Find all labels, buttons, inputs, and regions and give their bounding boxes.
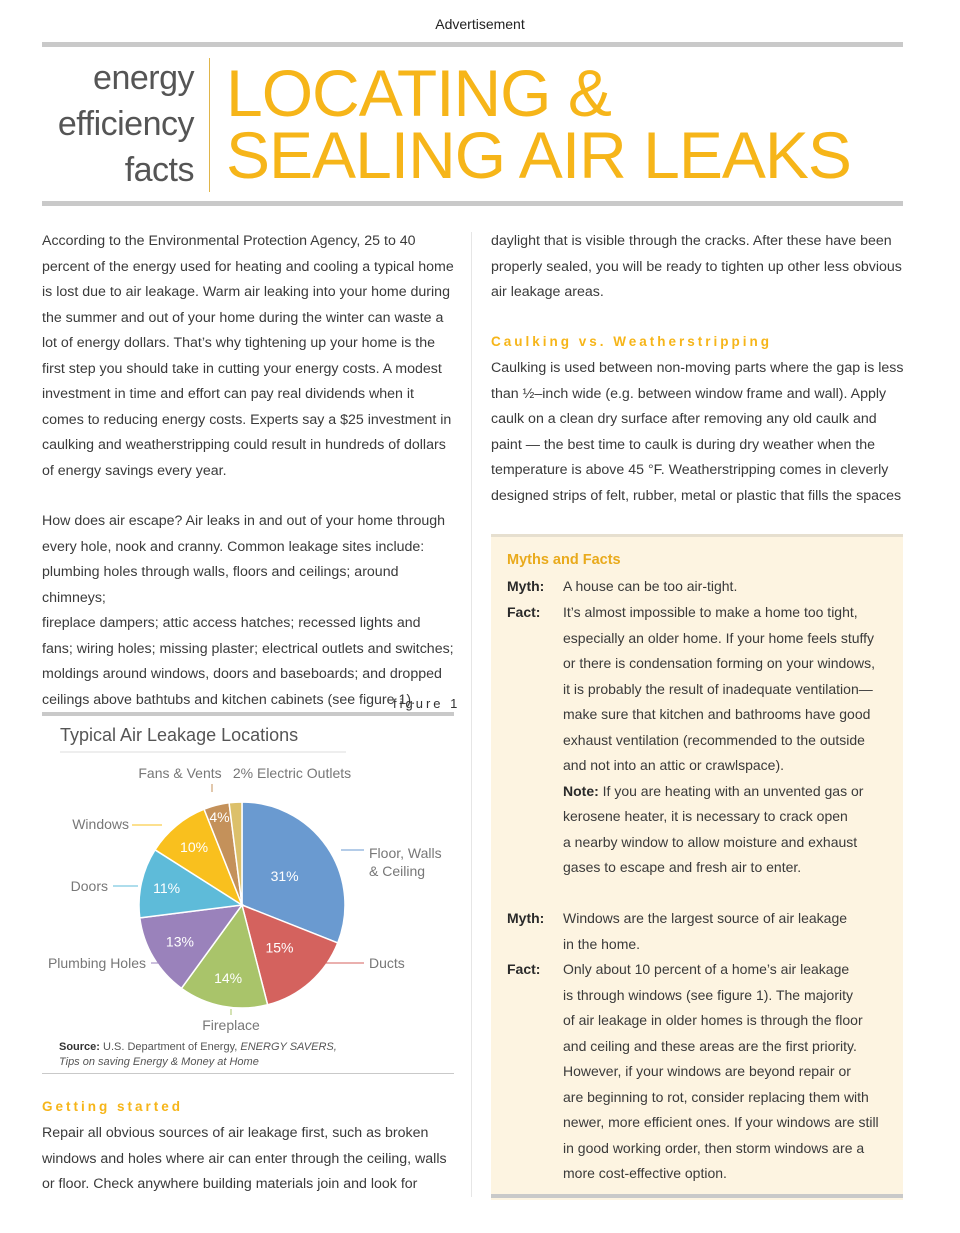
pie-category-label: Doors xyxy=(70,878,108,894)
source-label: Source: xyxy=(59,1041,100,1053)
fact-1-line: make sure that kitchen and bathrooms have good xyxy=(563,706,871,722)
getting-started-line: or floor. Check anywhere building materials join and look for xyxy=(42,1176,418,1192)
caulking-line: paint — the best time to caulk is during dry weather when the xyxy=(491,436,876,453)
caulking-line: Caulking is used between non-moving parts where the gap is less xyxy=(491,360,904,376)
header-bottom-rule xyxy=(42,201,903,206)
myth-2-line: Windows are the largest source of air leakage xyxy=(563,910,848,926)
note-label: Note: xyxy=(563,782,599,799)
note-line xyxy=(563,779,875,805)
caulking-line: than ½–inch wide (e.g. between window frame and wall). Apply xyxy=(491,385,887,402)
intro-line: caulking and weatherstripping could result in hundreds of dollars xyxy=(42,437,446,453)
caulking-paragraph xyxy=(491,356,906,509)
pie-category-label: Windows xyxy=(72,816,129,832)
right-top-paragraph xyxy=(491,229,906,306)
right-top-line: properly sealed, you will be ready to tighten up other less obvious xyxy=(491,258,902,275)
caulking-line: caulk on a clean dry surface after removing any old caulk and xyxy=(491,411,877,427)
top-rule xyxy=(42,42,903,47)
myth-2-text xyxy=(563,906,847,957)
fact-1-text xyxy=(563,600,875,881)
pie-category-label: Fans & Vents xyxy=(138,765,222,781)
chart-source xyxy=(59,1040,359,1070)
figure-bottom-rule xyxy=(42,1073,454,1074)
headline-line-1: LOCATING & xyxy=(226,56,611,130)
intro-line: the summer and out of your home during the winter can waste a xyxy=(42,309,444,326)
pie-slice-percent-label: 15% xyxy=(265,939,294,956)
pie-category-label: Plumbing Holes xyxy=(47,955,146,971)
intro-line: is lost due to air leakage. Warm air leaking into your home during xyxy=(42,284,450,300)
intro-line: comes to reducing energy costs. Experts say a $25 investment in xyxy=(42,411,452,428)
kicker-line-1: energy xyxy=(93,59,194,97)
myths-title: Myths and Facts xyxy=(507,552,621,568)
getting-started-line: Repair all obvious sources of air leakage first, such as broken xyxy=(42,1125,429,1141)
fact-1-line: it is probably the result of inadequate ventilation— xyxy=(563,680,873,697)
kicker-line-2: efficiency xyxy=(57,105,194,143)
fact-label: Fact: xyxy=(507,961,541,977)
intro-line: first step you should take in cutting your energy costs. A modest xyxy=(42,360,442,377)
intro-line: investment in time and effort can pay real dividends when it xyxy=(42,386,414,402)
fact-2-line: more cost-effective option. xyxy=(563,1165,727,1181)
escape-line: every hole, nook and cranny. Common leakage sites include: xyxy=(42,538,425,555)
intro-line: of energy savings every year. xyxy=(42,462,227,479)
fact-1-line: It’s almost impossible to make a home too tight, xyxy=(563,604,858,620)
source-title: ENERGY SAVERS, xyxy=(240,1041,337,1053)
escape-line: fireplace dampers; attic access hatches; recessed lights and xyxy=(42,615,421,631)
escape-line: plumbing holes through walls, floors and ceilings; around chimneys; xyxy=(42,564,399,606)
intro-line: According to the Environmental Protection Agency, 25 to 40 xyxy=(42,233,416,249)
advertisement-label: Advertisement xyxy=(435,16,525,32)
fact-2-line: Only about 10 percent of a home’s air leakage xyxy=(563,961,850,977)
fact-2-line: However, if your windows are beyond repair or xyxy=(563,1063,851,1079)
escape-line: How does air escape? Air leaks in and out of your home through xyxy=(42,513,446,529)
pie-category-label: 2% Electric Outlets xyxy=(232,765,352,781)
myth-label: Myth: xyxy=(507,578,545,594)
chart-title: Typical Air Leakage Locations xyxy=(60,725,299,745)
fact-2-text xyxy=(563,957,879,1187)
fact-2-line: are beginning to rot, consider replacing them with xyxy=(563,1088,869,1105)
fact-1-line: or there is condensation forming on your windows, xyxy=(563,655,876,671)
fact-1-line: exhaust ventilation (recommended to the outside xyxy=(563,731,865,748)
escape-line: moldings around windows, doors and baseboards; and dropped xyxy=(42,666,442,682)
fact-2-line: in good working order, then storm windows are a xyxy=(563,1139,865,1156)
pie-slice-percent-label: 10% xyxy=(180,839,209,856)
fact-2-line: newer, more efficient ones. If your windows are still xyxy=(563,1114,879,1130)
myth-1-text: A house can be too air-tight. xyxy=(563,578,738,594)
caulking-heading: Caulking vs. Weatherstripping xyxy=(491,334,773,349)
note-first-text: If you are heating with an unvented gas or xyxy=(602,782,864,799)
source-subtitle: Tips on saving Energy & Money at Home xyxy=(59,1056,259,1068)
pie-category-label: Floor, Walls & Ceiling xyxy=(369,845,442,879)
caulking-line: designed strips of felt, rubber, metal or plastic that fills the spaces xyxy=(491,487,902,504)
note-line: gases to escape and fresh air to enter. xyxy=(563,859,802,875)
escape-paragraph xyxy=(42,509,462,713)
note-line: a nearby window to allow moisture and exhaust xyxy=(563,833,858,850)
header-divider xyxy=(209,58,210,192)
fact-1-line: and not into an attic or crawlspace). xyxy=(563,757,785,773)
kicker-line-3: facts xyxy=(124,151,194,189)
pie-category-label: Ducts xyxy=(369,955,405,971)
intro-line: percent of the energy used for heating and cooling a typical home xyxy=(42,258,454,275)
right-top-line: daylight that is visible through the cracks. After these have been xyxy=(491,233,892,249)
escape-line: ceilings above bathtubs and kitchen cabinets (see figure 1). xyxy=(42,691,416,708)
pie-slice-percent-label: 11% xyxy=(153,880,181,897)
fact-label: Fact: xyxy=(507,604,541,620)
source-text: U.S. Department of Energy, xyxy=(103,1041,238,1053)
myth-2-line: in the home. xyxy=(563,935,641,952)
pie-slice-percent-label: 31% xyxy=(270,868,299,885)
headline-line-2: SEALING AIR LEAKS xyxy=(226,118,851,192)
myths-bottom-rule xyxy=(491,1194,903,1198)
intro-line: lot of energy dollars. That’s why tightening up your home is the xyxy=(42,335,436,351)
pie-category-label: Fireplace xyxy=(202,1017,260,1033)
intro-paragraph xyxy=(42,229,462,484)
getting-started-paragraph xyxy=(42,1121,462,1198)
fact-2-line: of air leakage in older homes is through the floor xyxy=(563,1012,863,1028)
getting-started-line: windows and holes where air can enter through the ceiling, walls xyxy=(42,1150,447,1167)
fact-1-line: especially an older home. If your home feels stuffy xyxy=(563,629,875,646)
fact-2-line: is through windows (see figure 1). The majority xyxy=(563,986,853,1003)
fact-2-line: and ceiling and these areas are the first priority. xyxy=(563,1037,857,1054)
pie-chart xyxy=(42,712,454,1078)
caulking-line: temperature is above 45 °F. Weatherstripping comes in cleverly xyxy=(491,462,889,478)
pie-slice-percent-label: 4% xyxy=(209,809,230,826)
column-divider xyxy=(471,232,472,1197)
pie-slice-percent-label: 14% xyxy=(214,969,243,986)
right-top-line: air leakage areas. xyxy=(491,284,604,300)
getting-started-heading: Getting started xyxy=(42,1099,184,1114)
note-line: kerosene heater, it is necessary to crack open xyxy=(563,808,848,824)
pie-slice-percent-label: 13% xyxy=(165,933,194,950)
figure-label: figure 1 xyxy=(393,696,461,711)
myth-label: Myth: xyxy=(507,910,545,926)
escape-line: fans; wiring holes; missing plaster; electrical outlets and switches; xyxy=(42,640,454,657)
